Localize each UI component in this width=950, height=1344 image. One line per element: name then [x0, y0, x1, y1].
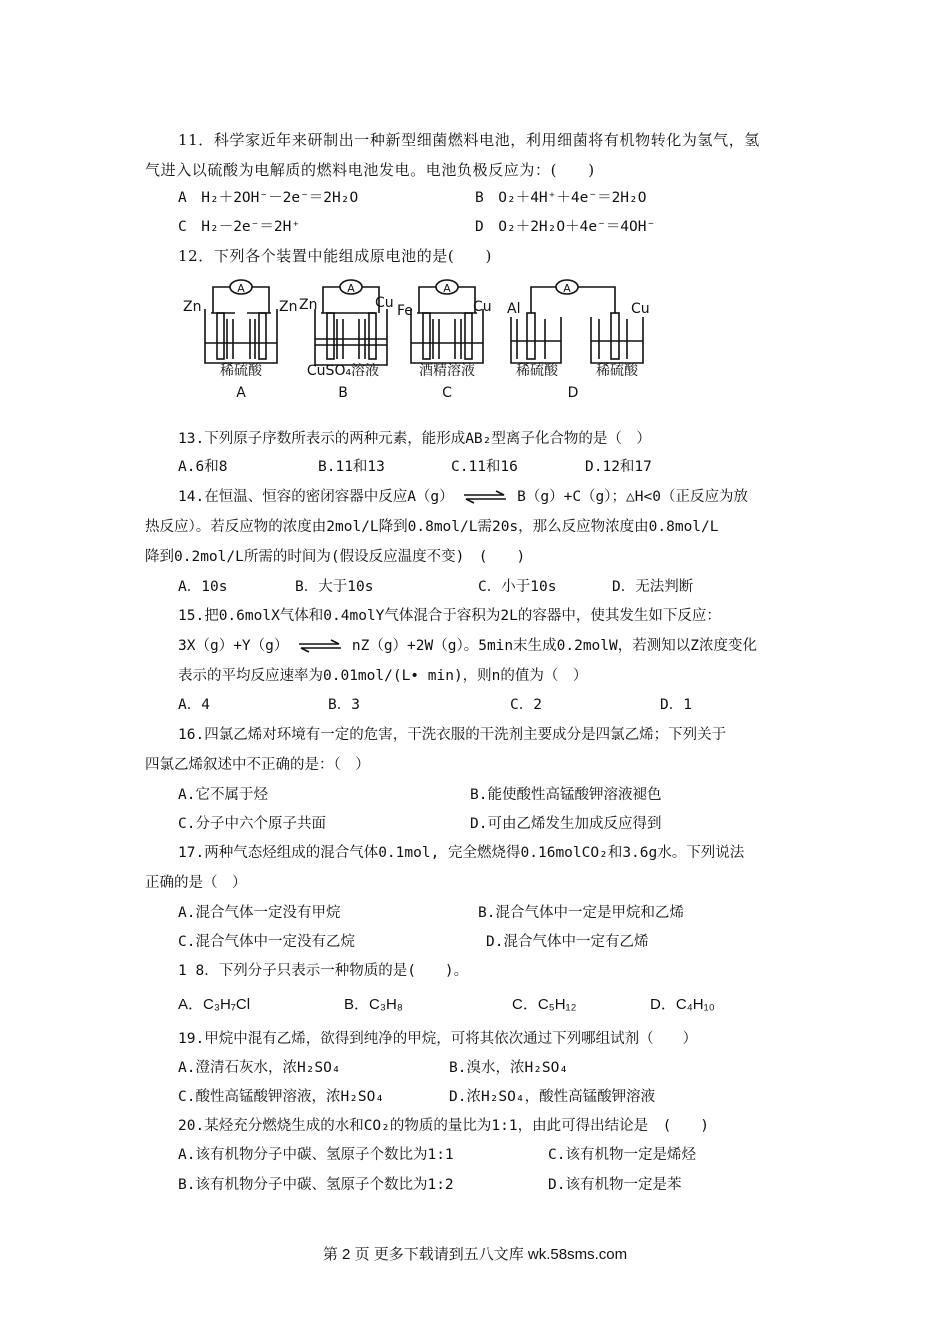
device-d-solution-left: 稀硫酸 — [516, 363, 558, 379]
q15-stem-line1: 15.把0.6molX气体和0.4molY气体混合于容积为2L的容器中，使其发生如下反应： — [178, 608, 721, 624]
q16-option-d: D.可由乙烯发生加成反应得到 — [470, 816, 662, 832]
q13-option-c: C.11和16 — [451, 459, 518, 475]
q14-stem-part1: 14.在恒温、恒容的密闭容器中反应A（g） — [178, 489, 454, 505]
q15-stem-part2: nZ（g）+2W（g）。5min末生成0.2molW，若测知以Z浓度变化 — [351, 638, 757, 654]
q16-option-b: B.能使酸性高锰酸钾溶液褪色 — [470, 787, 662, 803]
q11-option-a: A H₂＋2OH⁻－2e⁻＝2H₂O — [178, 190, 359, 206]
device-d-left-electrode: Al — [507, 301, 521, 317]
q20-stem: 20.某烃充分燃烧生成的水和CO₂的物质的量比为1:1，由此可得出结论是 ( ) — [178, 1118, 710, 1134]
q17-option-a: A.混合气体一定没有甲烷 — [178, 905, 341, 921]
q16-option-c: C.分子中六个原子共面 — [178, 816, 326, 832]
q13-stem: 13.下列原子序数所表示的两种元素，能形成AB₂型离子化合物的是（ ） — [178, 431, 651, 447]
q14-option-a: A．10s — [178, 579, 228, 595]
q19-stem: 19.甲烷中混有乙烯，欲得到纯净的甲烷，可将其依次通过下列哪组试剂（ ） — [178, 1031, 698, 1047]
q15-option-c: C．2 — [510, 697, 542, 713]
q14-stem-part2: B（g）+C（g）；△H<0（正反应为放 — [517, 489, 748, 505]
device-d-ammeter: A — [563, 282, 571, 295]
device-a-ammeter: A — [237, 282, 245, 295]
device-b-solution: CuSO₄溶液 — [306, 363, 380, 379]
q15-stem-line2 — [178, 636, 757, 656]
q14-option-b: B．大于10s — [295, 579, 374, 595]
q16-option-a: A.它不属于烃 — [178, 787, 268, 803]
device-d-label: D — [567, 385, 579, 401]
q17-stem-line1: 17.两种气态烃组成的混合气体0.1mol, 完全燃烧得0.16molCO₂和3.6g水。下列说法 — [178, 845, 745, 861]
q17-option-d: D.混合气体中一定有乙烯 — [486, 934, 649, 950]
q14-option-d: D．无法判断 — [612, 579, 694, 595]
q19-option-a: A.澄清石灰水，浓H₂SO₄ — [178, 1060, 341, 1076]
q20-option-b: B.该有机物分子中碳、氢原子个数比为1:2 — [178, 1177, 454, 1193]
q18-option-b: B．C₃H₈ — [344, 996, 403, 1013]
q18-stem: 1 8．下列分子只表示一种物质的是( )。 — [178, 963, 469, 979]
device-a-right-electrode: Zn — [279, 299, 298, 315]
device-c-ammeter: A — [443, 282, 451, 295]
device-a-label: A — [236, 385, 246, 401]
q14-stem-line3: 降到0.2mol/L所需的时间为(假设反应温度不变) ( ) — [145, 549, 526, 565]
q19-option-b: B.溴水，浓H₂SO₄ — [449, 1060, 569, 1076]
galvanic-cell-figure — [175, 275, 665, 405]
q17-stem-line2: 正确的是（ ） — [145, 875, 247, 891]
q11-option-b: B O₂＋4H⁺＋4e⁻＝2H₂O — [475, 190, 647, 206]
q16-stem-line2: 四氯乙烯叙述中不正确的是：（ ） — [145, 757, 370, 773]
q15-option-b: B．3 — [328, 697, 360, 713]
device-a-solution: 稀硫酸 — [220, 363, 262, 379]
device-b-ammeter: A — [347, 282, 355, 295]
q17-option-b: B.混合气体中一定是甲烷和乙烯 — [478, 905, 684, 921]
q14-stem-line1 — [178, 487, 748, 507]
q12-stem: 12．下列各个装置中能组成原电池的是( ) — [178, 247, 492, 265]
device-d-right-electrode: Cu — [631, 301, 650, 317]
device-a-left-electrode: Zn — [183, 299, 202, 315]
q18-option-d: D．C₄H₁₀ — [650, 996, 715, 1013]
q15-option-d: D．1 — [660, 697, 692, 713]
q13-option-a: A.6和8 — [178, 459, 228, 475]
q18-option-a: A．C₃H₇Cl — [178, 996, 251, 1013]
q14-option-c: C．小于10s — [478, 579, 557, 595]
q20-option-a: A.该有机物分子中碳、氢原子个数比为1:1 — [178, 1147, 454, 1163]
device-c-right-electrode: Cu — [473, 299, 492, 315]
q15-option-a: A．4 — [178, 697, 210, 713]
q15-stem-line3: 表示的平均反应速率为0.01mol/(L• min)，则n的值为（ ） — [178, 668, 588, 684]
q20-option-d: D.该有机物一定是苯 — [548, 1177, 682, 1193]
q11-stem-line1: 11．科学家近年来研制出一种新型细菌燃料电池，利用细菌将有机物转化为氢气，氢 — [178, 131, 760, 149]
equilibrium-arrows-icon — [297, 639, 343, 653]
q20-option-c: C.该有机物一定是烯烃 — [548, 1147, 696, 1163]
device-c-left-electrode: Fe — [397, 303, 413, 319]
q19-option-d: D.浓H₂SO₄，酸性高锰酸钾溶液 — [449, 1089, 656, 1105]
page-footer: 第 2 页 更多下载请到五八文库 wk.58sms.com — [322, 1246, 628, 1263]
device-c-solution: 酒精溶液 — [419, 363, 475, 379]
device-b-label: B — [338, 385, 348, 401]
q11-option-c: C H₂－2e⁻＝2H⁺ — [178, 219, 301, 235]
q19-option-c: C.酸性高锰酸钾溶液，浓H₂SO₄ — [178, 1089, 385, 1105]
q17-option-c: C.混合气体中一定没有乙烷 — [178, 934, 355, 950]
device-c-label: C — [442, 385, 452, 401]
q16-stem-line1: 16.四氯乙烯对环境有一定的危害，干洗衣服的干洗剂主要成分是四氯乙烯；下列关于 — [178, 727, 727, 743]
q13-option-b: B.11和13 — [318, 459, 385, 475]
device-b-right-electrode: Cu — [375, 295, 394, 311]
q13-option-d: D.12和17 — [585, 459, 652, 475]
q18-option-c: C．C₅H₁₂ — [512, 996, 577, 1013]
device-d-solution-right: 稀硫酸 — [596, 363, 638, 379]
q15-stem-part1: 3X（g）+Y（g） — [178, 638, 289, 654]
device-b-left-electrode: Zn — [299, 297, 318, 313]
equilibrium-arrows-icon — [462, 490, 508, 504]
q11-option-d: D O₂＋2H₂O＋4e⁻＝4OH⁻ — [475, 219, 656, 235]
q11-stem-line2: 气进入以硫酸为电解质的燃料电池发电。电池负极反应为：( ) — [145, 161, 595, 179]
q14-stem-line2: 热反应）。若反应物的浓度由2mol/L降到0.8mol/L需20s，那么反应物浓度由0.8mol/L — [145, 519, 719, 535]
